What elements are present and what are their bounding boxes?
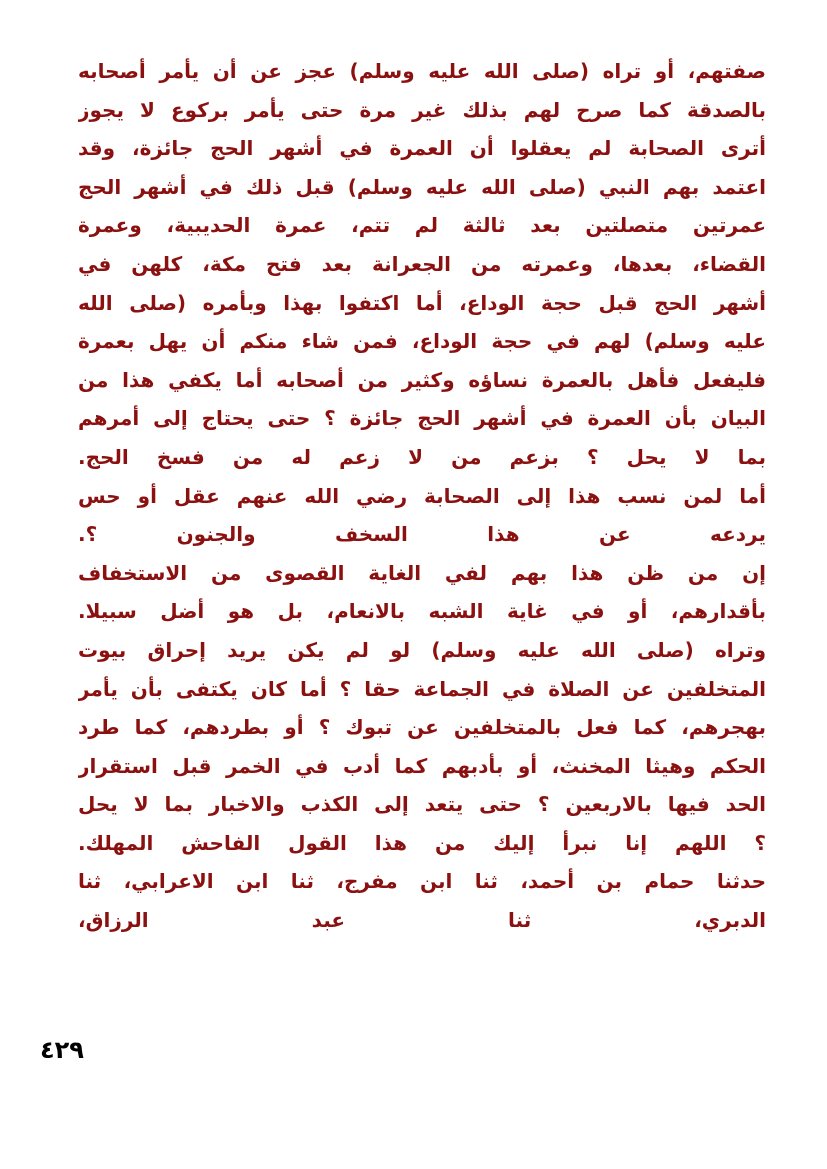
text-line-1: صفتهم، أو تراه (صلى الله عليه وسلم) عجز عن أن يأمر أصحابه <box>78 59 766 83</box>
text-line-13: يردعه عن هذا السخف والجنون ؟. <box>78 522 766 547</box>
page-number: ٤٢٩ <box>40 1036 84 1064</box>
text-line-12: أما لمن نسب هذا إلى الصحابة رضي الله عنهم عقل أو حس <box>78 483 766 508</box>
text-line-16: وتراه (صلى الله عليه وسلم) لو لم يكن يريد إحراق بيوت <box>78 637 766 662</box>
text-line-5: عمرتين متصلتين بعد ثالثة لم تتم، عمرة الحديبية، وعمرة <box>78 213 766 238</box>
text-line-22: حدثنا حمام بن أحمد، ثنا ابن مفرج، ثنا ابن الاعرابي، ثنا <box>78 869 766 894</box>
text-line-2: بالصدقة كما صرح لهم بذلك غير مرة حتى يأمر بركوع لا يجوز <box>78 97 766 122</box>
text-line-11: بما لا يحل ؟ بزعم من لا زعم له من فسخ الحج. <box>78 444 766 469</box>
text-line-18: بهجرهم، كما فعل بالمتخلفين عن تبوك ؟ أو بطردهم، كما طرد <box>78 715 766 740</box>
text-line-17: المتخلفين عن الصلاة في الجماعة حقا ؟ أما كان يكتفى بأن يأمر <box>78 676 766 701</box>
text-line-23: الدبري، ثنا عبد الرزاق، <box>78 908 766 933</box>
text-line-7: أشهر الحج قبل حجة الوداع، أما اكتفوا بهذا وبأمره (صلى الله <box>78 290 766 315</box>
text-line-21: ؟ اللهم إنا نبرأ إليك من هذا القول الفاحش المهلك. <box>78 830 766 855</box>
text-line-15: بأقدارهم، أو في غاية الشبه بالانعام، بل هو أضل سبيلا. <box>78 599 766 624</box>
text-line-8: عليه وسلم) لهم في حجة الوداع، فمن شاء منكم أن يهل بعمرة <box>78 329 766 354</box>
text-line-14: إن من ظن هذا بهم لفي الغاية القصوى من الاستخفاف <box>78 560 766 585</box>
body-text <box>78 52 766 940</box>
text-line-6: القضاء، بعدها، وعمرته من الجعرانة بعد فتح مكة، كلهن في <box>78 251 766 276</box>
text-line-4: اعتمد بهم النبي (صلى الله عليه وسلم) قبل ذلك في أشهر الحج <box>78 174 766 199</box>
text-line-10: البيان بأن العمرة في أشهر الحج جائزة ؟ حتى يحتاج إلى أمرهم <box>78 406 766 431</box>
text-line-20: الحد فيها بالاربعين ؟ حتى يتعد إلى الكذب والاخبار بما لا يحل <box>78 792 766 817</box>
text-line-3: أترى الصحابة لم يعقلوا أن العمرة في أشهر الحج جائزة، وقد <box>78 136 766 161</box>
text-line-19: الحكم وهيثا المخنث، أو بأدبهم كما أدب في الخمر قبل استقرار <box>78 753 766 778</box>
text-line-9: فليفعل فأهل بالعمرة نساؤه وكثير من أصحابه أما يكفي هذا من <box>78 367 766 392</box>
